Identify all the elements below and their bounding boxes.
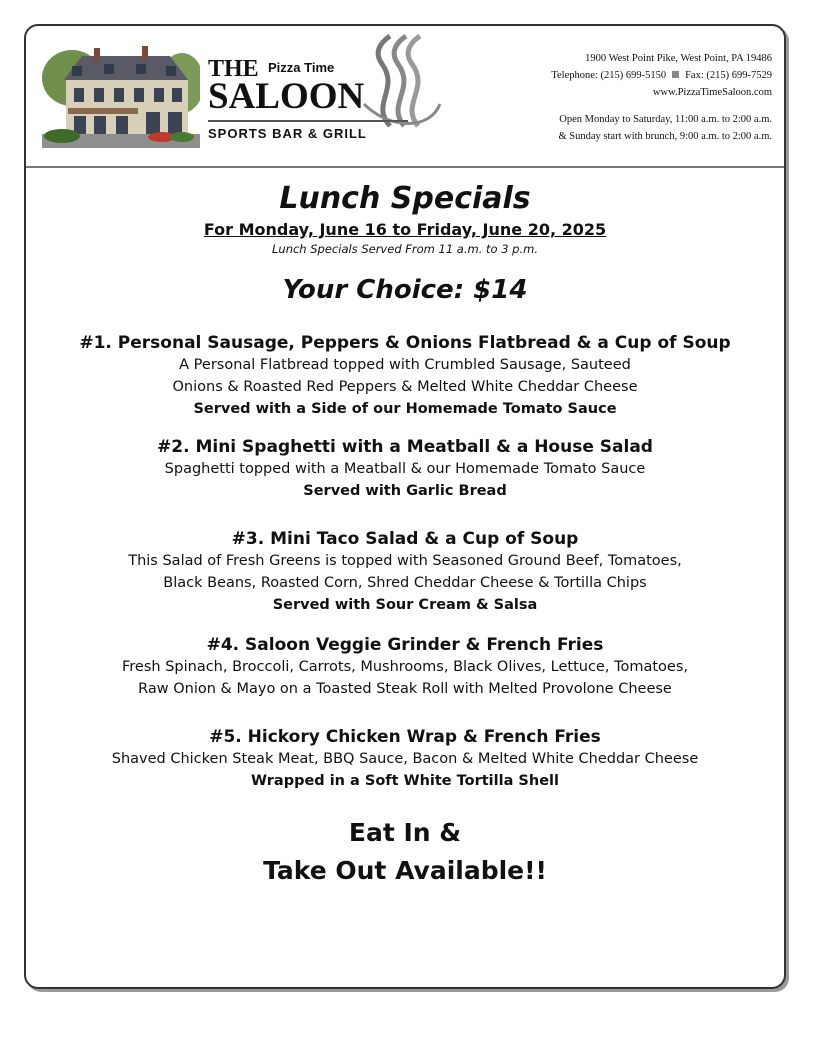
menu-item-side: Wrapped in a Soft White Tortilla Shell [251, 773, 559, 789]
page-title: Lunch Specials [279, 181, 531, 216]
menu-item [26, 726, 784, 792]
closing-line-2: Take Out Available!! [263, 856, 547, 885]
square-separator-icon [672, 71, 679, 78]
menu-item-description: Black Beans, Roasted Corn, Shred Cheddar Cheese & Tortilla Chips [163, 575, 647, 591]
logo-the: THE [208, 56, 259, 82]
menu-item-description: Fresh Spinach, Broccoli, Carrots, Mushrooms, Black Olives, Lettuce, Tomatoes, [122, 659, 688, 675]
logo-divider [208, 120, 408, 122]
menu-item [26, 634, 784, 700]
menu-item [26, 528, 784, 616]
saloon-building-image [42, 38, 200, 148]
logo-subtitle: SPORTS BAR & GRILL [208, 126, 367, 141]
menu-item-side: Served with a Side of our Homemade Tomato Sauce [193, 401, 617, 417]
menu-item-title: #3. Mini Taco Salad & a Cup of Soup [231, 529, 579, 549]
menu-item-description: Raw Onion & Mayo on a Toasted Steak Roll with Melted Provolone Cheese [138, 681, 672, 697]
menu-item-side: Served with Garlic Bread [303, 483, 507, 499]
date-range: For Monday, June 16 to Friday, June 20, 2025 [203, 220, 607, 239]
header [26, 26, 784, 168]
closing-line-1: Eat In & [348, 818, 462, 847]
menu-item [26, 436, 784, 502]
website-link[interactable]: www.PizzaTimeSaloon.com [652, 87, 772, 98]
hours-line-1: Open Monday to Saturday, 11:00 a.m. to 2:00 a.m. [559, 114, 772, 125]
menu-item-title: #1. Personal Sausage, Peppers & Onions Flatbread & a Cup of Soup [79, 333, 731, 353]
price-heading: Your Choice: $14 [282, 275, 528, 305]
menu-item-side: Served with Sour Cream & Salsa [272, 597, 538, 613]
menu-item-description: This Salad of Fresh Greens is topped with Seasoned Ground Beef, Tomatoes, [128, 553, 682, 569]
menu-item-description: Shaved Chicken Steak Meat, BBQ Sauce, Bacon & Melted White Cheddar Cheese [111, 751, 699, 767]
contact-info [472, 50, 772, 145]
fax: Fax: (215) 699-7529 [685, 70, 772, 81]
menu-item-description: A Personal Flatbread topped with Crumbled Sausage, Sauteed [179, 357, 631, 373]
menu-item [26, 332, 784, 420]
menu-content [26, 172, 784, 890]
phone-fax-line [472, 67, 772, 84]
menu-item-description: Spaghetti topped with a Meatball & our Homemade Tomato Sauce [164, 461, 646, 477]
logo [208, 52, 448, 152]
served-hours: Lunch Specials Served From 11 a.m. to 3 p.m. [272, 242, 538, 256]
logo-pizza-time: Pizza Time [268, 60, 335, 75]
steam-logo-icon [360, 34, 442, 130]
menu-item-title: #2. Mini Spaghetti with a Meatball & a House Salad [157, 437, 653, 457]
menu-item-description: Onions & Roasted Red Peppers & Melted White Cheddar Cheese [172, 379, 638, 395]
logo-saloon: SALOON [208, 76, 365, 117]
closing-message [26, 814, 784, 890]
menu-item-title: #4. Saloon Veggie Grinder & French Fries [206, 635, 604, 655]
menu-item-title: #5. Hickory Chicken Wrap & French Fries [209, 727, 601, 747]
address: 1900 West Point Pike, West Point, PA 19486 [585, 53, 772, 64]
menu-frame [24, 24, 786, 989]
telephone: Telephone: (215) 699-5150 [551, 70, 667, 81]
hours-line-2: & Sunday start with brunch, 9:00 a.m. to 2:00 a.m. [558, 131, 772, 142]
